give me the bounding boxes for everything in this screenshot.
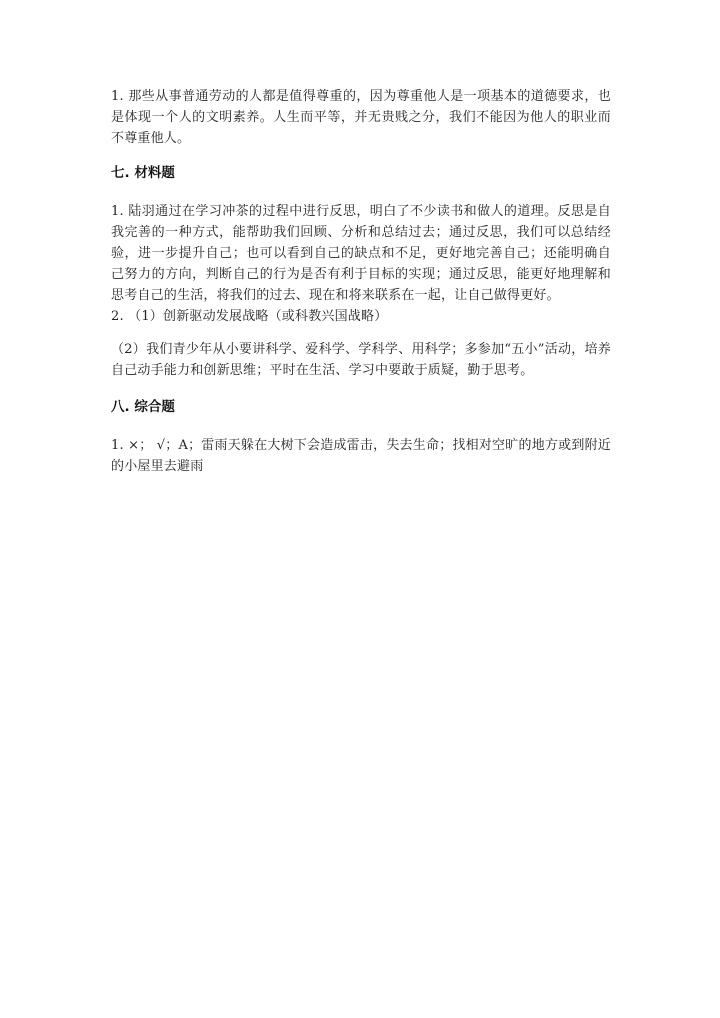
- section6-answer-1: 1. 那些从事普通劳动的人都是值得尊重的，因为尊重他人是一项基本的道德要求，也是体现一个人的文明素养。人生而平等，并无贵贱之分，我们不能因为他人的职业而不尊重他人。: [111, 89, 611, 146]
- section7-answer-1: 1. 陆羽通过在学习冲茶的过程中进行反思，明白了不少读书和做人的道理。反思是自我完善的一种方式，能帮助我们回顾、分析和总结过去；通过反思，我们可以总结经验，进一步提升自己；也可以看到自己的缺点和不足，更好地完善自己；还能明确自己努力的方向，判断自己的行为是否有利于目标的实现；通过反思，能更好地理解和思考自己的生活，将我们的过去、现在和将来联系在一起，让自己做得更好。: [111, 204, 611, 303]
- section7-answer-2-part-2: （2）我们青少年从小要讲科学、爱科学、学科学、用科学；多参加“五小”活动，培养自己动手能力和创新思维；平时在生活、学习中要敢于质疑，勤于思考。: [111, 342, 611, 378]
- section7-answer-2-part-1: 2. （1）创新驱动发展战略（或科教兴国战略）: [111, 309, 388, 324]
- section7-title: 七. 材料题: [111, 165, 175, 181]
- section8-answer-1: 1. ×； √；A；雷雨天躲在大树下会造成雷击，失去生命；找相对空旷的地方或到附近的小屋里去避雨: [111, 438, 611, 474]
- section8-title: 八. 综合题: [111, 399, 175, 415]
- answer-page: [111, 86, 611, 477]
